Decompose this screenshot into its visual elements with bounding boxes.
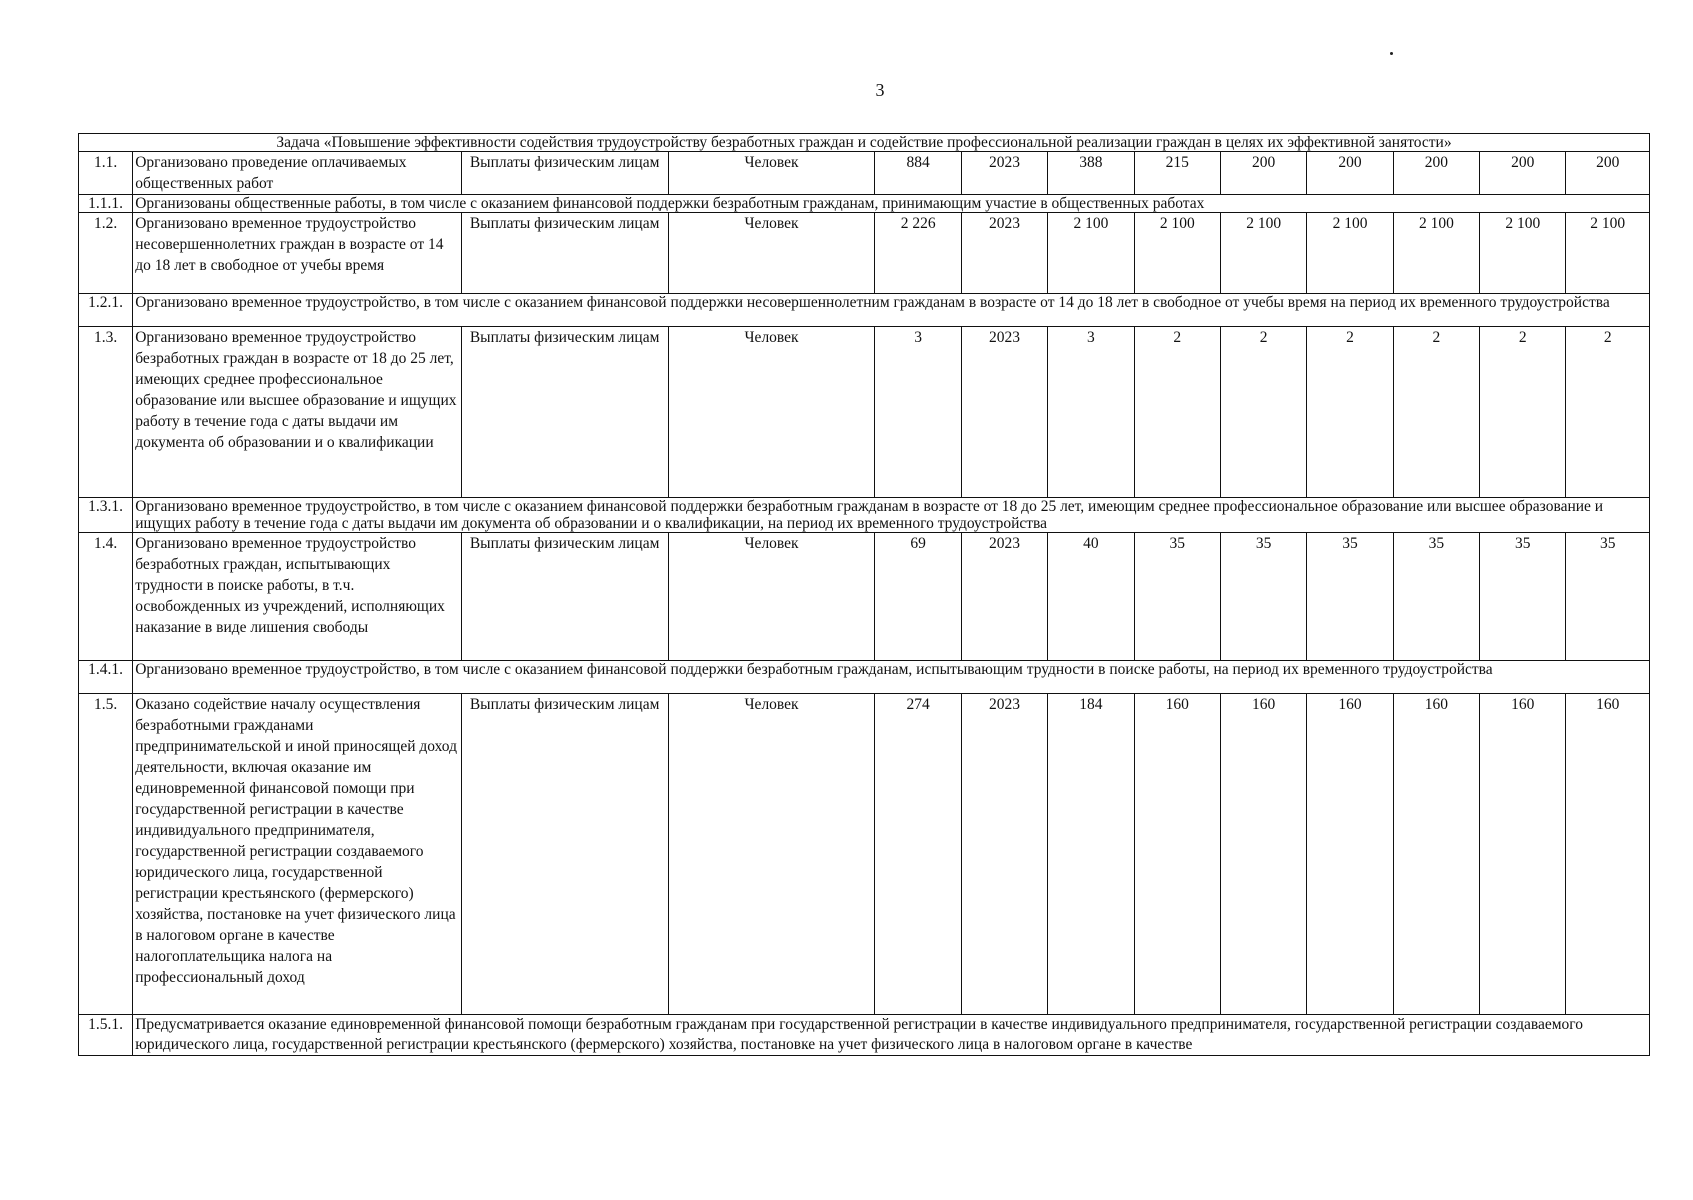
value-cell: 200 [1393, 152, 1479, 195]
sub-item-text: Организовано временное трудоустройство, в том числе с оказанием финансовой поддержки несовершеннолетним гражданам в возрасте от 14 до 18 лет в свободное от учебы время на период их временного трудоустройства [133, 294, 1650, 327]
value-cell: 200 [1480, 152, 1566, 195]
sub-item-text: Организовано временное трудоустройство, в том числе с оказанием финансовой поддержки безработным гражданам в возрасте от 18 до 25 лет, имеющим среднее профессиональное образование или высшее образование и ищущих работу в течение года с даты выдачи им документа об образовании и о квалификации, на период их временного трудоустройства [133, 498, 1650, 533]
value-cell: 2 100 [1134, 213, 1220, 294]
sub-item-text: Организованы общественные работы, в том числе с оказанием финансовой поддержки безработным гражданам, принимающим участие в общественных работах [133, 195, 1650, 213]
value-cell: 2023 [961, 694, 1047, 1015]
value-cell: 2 [1220, 327, 1306, 498]
value-cell: 388 [1048, 152, 1134, 195]
funding-source: Выплаты физическим лицам [461, 694, 668, 1015]
value-cell: 160 [1393, 694, 1479, 1015]
row-number: 1.3. [79, 327, 133, 498]
row-number: 1.4. [79, 533, 133, 661]
funding-source: Выплаты физическим лицам [461, 327, 668, 498]
value-cell: 2023 [961, 152, 1047, 195]
sub-item-text: Организовано временное трудоустройство, в том числе с оказанием финансовой поддержки безработным гражданам, испытывающим трудности в поиске работы, на период их временного трудоустройства [133, 661, 1650, 694]
row-number: 1.4.1. [79, 661, 133, 694]
table-row [79, 1015, 1650, 1056]
value-cell: 2023 [961, 533, 1047, 661]
value-cell: 2023 [961, 213, 1047, 294]
value-cell: 2 [1134, 327, 1220, 498]
table-row [79, 195, 1650, 213]
value-cell: 2023 [961, 327, 1047, 498]
value-cell: 2 100 [1480, 213, 1566, 294]
value-cell: 35 [1393, 533, 1479, 661]
value-cell: 160 [1307, 694, 1393, 1015]
value-cell: 2 [1307, 327, 1393, 498]
row-number: 1.5.1. [79, 1015, 133, 1056]
indicator-name: Оказано содействие началу осуществления безработными гражданами предпринимательской и иной приносящей доход деятельности, включая оказание им единовременной финансовой помощи при государственной регистрации в качестве индивидуального предпринимателя, государственной регистрации создаваемого юридического лица, государственной регистрации крестьянского (фермерского) хозяйства, постановке на учет физического лица в налоговом органе в качестве налогоплательщика налога на профессиональный доход [133, 694, 461, 1015]
unit: Человек [668, 533, 875, 661]
value-cell: 160 [1566, 694, 1650, 1015]
unit: Человек [668, 327, 875, 498]
funding-source: Выплаты физическим лицам [461, 152, 668, 195]
table-row [79, 294, 1650, 327]
unit: Человек [668, 152, 875, 195]
value-cell: 40 [1048, 533, 1134, 661]
table-row [79, 213, 1650, 294]
sub-item-text: Предусматривается оказание единовременной финансовой помощи безработным гражданам при государственной регистрации в качестве индивидуального предпринимателя, государственной регистрации создаваемого юридического лица, государственной регистрации крестьянского (фермерского) хозяйства, постановке на учет физического лица в налоговом органе в качестве [133, 1015, 1650, 1056]
value-cell: 35 [1307, 533, 1393, 661]
value-cell: 35 [1134, 533, 1220, 661]
task-header: Задача «Повышение эффективности содействия трудоустройству безработных граждан и содействие профессиональной реализации граждан в целях их эффективной занятости» [79, 134, 1650, 152]
value-cell: 2 [1480, 327, 1566, 498]
value-cell: 2 100 [1393, 213, 1479, 294]
table-row [79, 152, 1650, 195]
value-cell: 69 [875, 533, 961, 661]
value-cell: 2 226 [875, 213, 961, 294]
value-cell: 35 [1566, 533, 1650, 661]
table-row [79, 661, 1650, 694]
row-number: 1.5. [79, 694, 133, 1015]
value-cell: 35 [1220, 533, 1306, 661]
table-row [79, 327, 1650, 498]
funding-source: Выплаты физическим лицам [461, 533, 668, 661]
value-cell: 200 [1566, 152, 1650, 195]
value-cell: 184 [1048, 694, 1134, 1015]
unit: Человек [668, 694, 875, 1015]
indicator-name: Организовано временное трудоустройство несовершеннолетних граждан в возрасте от 14 до 18 лет в свободное от учебы время [133, 213, 461, 294]
row-number: 1.2. [79, 213, 133, 294]
value-cell: 160 [1134, 694, 1220, 1015]
unit: Человек [668, 213, 875, 294]
table-row [79, 694, 1650, 1015]
value-cell: 215 [1134, 152, 1220, 195]
indicator-name: Организовано проведение оплачиваемых общественных работ [133, 152, 461, 195]
value-cell: 160 [1220, 694, 1306, 1015]
row-number: 1.2.1. [79, 294, 133, 327]
table-row [79, 498, 1650, 533]
value-cell: 2 100 [1048, 213, 1134, 294]
value-cell: 160 [1480, 694, 1566, 1015]
value-cell: 884 [875, 152, 961, 195]
funding-source: Выплаты физическим лицам [461, 213, 668, 294]
value-cell: 3 [875, 327, 961, 498]
value-cell: 2 [1393, 327, 1479, 498]
row-number: 1.1.1. [79, 195, 133, 213]
value-cell: 2 100 [1220, 213, 1306, 294]
value-cell: 2 [1566, 327, 1650, 498]
indicators-table [78, 133, 1650, 1056]
value-cell: 35 [1480, 533, 1566, 661]
indicator-name: Организовано временное трудоустройство безработных граждан в возрасте от 18 до 25 лет, имеющих среднее профессиональное образование или высшее образование и ищущих работу в течение года с даты выдачи им документа об образовании и о квалификации [133, 327, 461, 498]
value-cell: 274 [875, 694, 961, 1015]
indicator-name: Организовано временное трудоустройство безработных граждан, испытывающих трудности в поиске работы, в т.ч. освобожденных из учреждений, исполняющих наказание в виде лишения свободы [133, 533, 461, 661]
value-cell: 200 [1307, 152, 1393, 195]
scan-dot [1390, 52, 1393, 55]
value-cell: 2 100 [1307, 213, 1393, 294]
row-number: 1.3.1. [79, 498, 133, 533]
row-number: 1.1. [79, 152, 133, 195]
value-cell: 2 100 [1566, 213, 1650, 294]
page-number: 3 [875, 80, 885, 100]
value-cell: 3 [1048, 327, 1134, 498]
value-cell: 200 [1220, 152, 1306, 195]
table-row [79, 533, 1650, 661]
